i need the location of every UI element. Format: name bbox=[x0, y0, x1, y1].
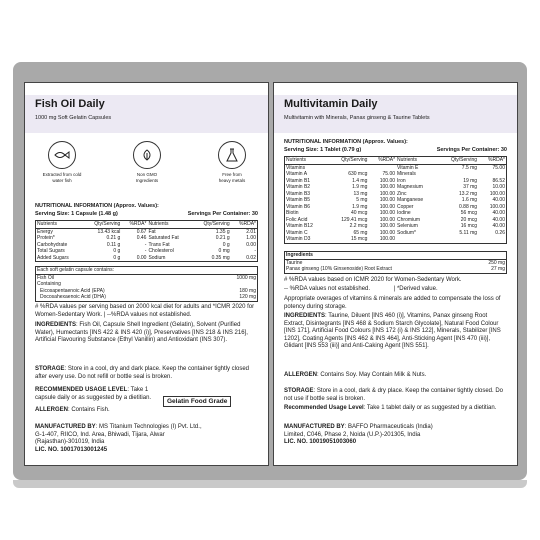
table-cell bbox=[396, 236, 437, 243]
table-cell: Selenium bbox=[397, 223, 418, 229]
table-cell: 0 g bbox=[113, 254, 121, 261]
table-cell: 100.00 bbox=[379, 184, 396, 190]
allergen-text: : Contains Fish. bbox=[68, 407, 110, 413]
table-cell: 2.2 mcg bbox=[349, 223, 368, 229]
table-cell: Saturated Fat bbox=[148, 235, 179, 241]
softgel-note: Each soft gelatin capsule contains: bbox=[36, 267, 258, 275]
table-cell: 0.35 mg bbox=[211, 254, 230, 261]
table-cell: Iodine bbox=[397, 210, 411, 216]
column-header: Qty/Serving bbox=[327, 157, 368, 165]
table-cell: Fat bbox=[148, 228, 156, 235]
fish-oil-feature-icons bbox=[25, 141, 268, 201]
table-cell: 0.21 g bbox=[215, 235, 230, 241]
column-header: Qty/Serving bbox=[192, 221, 231, 229]
table-cell: 5 mg bbox=[356, 197, 368, 203]
table-cell: Biotin bbox=[286, 210, 299, 216]
feature-caption-line: Ingredients bbox=[135, 178, 159, 183]
table-cell: 15 mcg bbox=[350, 236, 368, 242]
license-number: LIC. NO. 10017013001245 bbox=[35, 446, 108, 453]
flask-icon bbox=[218, 141, 246, 169]
table-cell: 180 mg bbox=[239, 287, 256, 294]
table-cell: - bbox=[144, 241, 147, 248]
usage-section bbox=[284, 405, 507, 413]
table-cell: 1.6 mg bbox=[461, 197, 478, 203]
table-cell: Vitamins bbox=[286, 164, 306, 171]
table-row bbox=[36, 294, 258, 301]
table-cell: 1.00 bbox=[246, 235, 256, 241]
table-cell: 0.11 g bbox=[106, 241, 121, 248]
table-cell: 100.00 bbox=[379, 210, 396, 216]
table-cell: Docosahexaenoic Acid (DHA) bbox=[40, 294, 106, 300]
table-cell: 19 mg bbox=[463, 177, 478, 184]
derived-value-note: | *Derived value. bbox=[393, 286, 438, 292]
manufacturer-section bbox=[35, 424, 258, 454]
table-cell: 86.52 bbox=[492, 177, 505, 184]
ingredients-label: INGREDIENTS bbox=[284, 313, 326, 319]
feature-caption-line: Free from bbox=[222, 172, 242, 177]
feature-caption-line: heavy metals bbox=[218, 178, 246, 183]
table-cell: 0 g bbox=[222, 241, 230, 248]
fish-oil-label bbox=[24, 82, 269, 466]
table-cell: Carbohydrate bbox=[37, 241, 68, 248]
table-cell: 13 mg bbox=[353, 190, 368, 197]
table-cell: Vitamin B1 bbox=[286, 177, 311, 184]
table-row bbox=[285, 164, 507, 171]
table-cell: 100.00 bbox=[379, 177, 396, 184]
table-cell: 56 mcg bbox=[460, 210, 478, 216]
table-cell: 630 mcg bbox=[348, 171, 368, 177]
table-cell: Vitamin A bbox=[286, 171, 308, 177]
storage-text: : Store in a cool, dark & dry place. Keep the container tightly closed. Do not use if bottle seal is broken. bbox=[284, 388, 503, 402]
softgel-composition-table bbox=[35, 266, 258, 302]
gelatin-grade-badge: Gelatin Food Grade bbox=[163, 396, 231, 407]
table-cell: 40.00 bbox=[492, 223, 505, 229]
overage-note: Appropriate overages of vitamins & minerals are added to compensate the loss of potency during storage. bbox=[284, 296, 501, 310]
table-cell: Vitamin B6 bbox=[286, 203, 311, 210]
table-cell: 20 mcg bbox=[460, 216, 478, 223]
table-cell: 0.21 g bbox=[106, 235, 121, 241]
table-cell: 1.9 mg bbox=[352, 184, 368, 190]
table-cell: 40.00 bbox=[492, 216, 505, 223]
feature-caption-line: water fish bbox=[52, 178, 72, 183]
table-cell: 0.26 bbox=[495, 229, 505, 236]
allergen-section bbox=[284, 372, 507, 380]
table-cell: Zinc bbox=[397, 190, 407, 197]
fish-oil-subtitle: 1000 mg Soft Gelatin Capsules bbox=[35, 115, 112, 121]
table-cell: 100.00 bbox=[489, 190, 505, 197]
table-row bbox=[285, 252, 507, 260]
license-number: LIC. NO. 10019051003060 bbox=[284, 439, 357, 446]
fish-icon bbox=[48, 141, 76, 169]
table-cell: 37 mg bbox=[463, 184, 478, 190]
table-cell: 75.00 bbox=[382, 171, 396, 177]
table-cell: 75.00 bbox=[492, 164, 505, 171]
table-header-row bbox=[285, 157, 507, 165]
table-cell: Containing bbox=[37, 281, 61, 287]
table-cell: Magnesium bbox=[397, 184, 423, 190]
table-cell: Vitamin E bbox=[397, 164, 419, 171]
table-cell: 1000 mg bbox=[236, 274, 256, 281]
fish-oil-header bbox=[25, 95, 268, 133]
table-cell: Total Sugars bbox=[37, 248, 65, 254]
table-cell: 1.9 mg bbox=[352, 203, 368, 210]
table-cell: 100.00 bbox=[379, 190, 396, 197]
table-cell: Iron bbox=[397, 177, 406, 184]
table-cell: 0.00 bbox=[136, 254, 147, 261]
column-header: Nutrients bbox=[147, 221, 191, 229]
table-cell: 10.00 bbox=[492, 184, 505, 190]
table-cell: Manganese bbox=[397, 197, 424, 203]
table-cell: Vitamin D3 bbox=[286, 236, 311, 242]
table-row bbox=[285, 259, 507, 266]
table-cell: 250 mg bbox=[488, 259, 505, 266]
servings-per-container: Servings Per Container: 30 bbox=[187, 211, 258, 217]
feature-caption-line: Non GMO bbox=[136, 172, 158, 177]
table-cell bbox=[368, 164, 396, 171]
nutrition-table bbox=[35, 220, 258, 262]
serving-row bbox=[284, 147, 507, 154]
usage-text: : Take 1 capsule daily or as suggested by a dietitian. bbox=[35, 387, 152, 401]
servings-per-container: Servings Per Container: 30 bbox=[436, 147, 507, 153]
table-cell: Sodium* bbox=[397, 229, 416, 236]
allergen-text: : Contains Soy. May Contain Milk & Nuts. bbox=[317, 372, 427, 378]
table-cell: Ingredients bbox=[285, 252, 474, 260]
storage-label: STORAGE bbox=[35, 366, 65, 372]
table-cell: Protein* bbox=[37, 235, 55, 241]
table-cell: 1.35 g bbox=[215, 228, 230, 235]
table-cell: 13.2 mg bbox=[459, 190, 478, 197]
table-header-row bbox=[36, 221, 258, 229]
ingredients-text: : Taurine, Diluent [INS 460 (i)], Vitamins, Panax ginseng Root Extract, Disintegrants [INS 468 & Sodium Starch Glycolate], Natural Food Colour [INS 171], Artificial Food Colours [INS 172 (i) & INS 122], Minerals, Stabilizer [INS 1202], Coating Agents [INS 462 & INS 464], Anti-Sticking Agent [INS 470 (iii)], Glidant [INS 553 (iii)] and Anti-Caking Agent [INS 551]. bbox=[284, 313, 501, 350]
table-cell: Vitamin C bbox=[286, 229, 308, 236]
table-cell: Added Sugars bbox=[37, 254, 69, 261]
manufacturer-line: : MS Titanium Technologies (I) Pvt. Ltd., bbox=[95, 424, 202, 430]
storage-section bbox=[35, 366, 258, 381]
table-cell: 100.00 bbox=[379, 223, 396, 229]
table-cell: 13.43 kcal bbox=[97, 228, 121, 235]
column-header: Qty/Serving bbox=[83, 221, 122, 229]
manufacturer-line: Limited, C046, Phase 2, Noida (U.P.)-201305, India bbox=[284, 431, 421, 438]
table-cell: Vitamin B12 bbox=[286, 223, 313, 229]
table-cell: Eicosapentaenoic Acid (EPA) bbox=[40, 287, 105, 294]
column-header: Nutrients bbox=[36, 221, 83, 229]
manufacturer-label: MANUFACTURED BY bbox=[284, 424, 345, 430]
usage-label: RECOMMENDED USAGE LEVEL bbox=[35, 387, 128, 393]
table-cell: 16 mcg bbox=[460, 223, 478, 229]
column-header: Qty/Serving bbox=[437, 157, 478, 165]
table-cell: Trans Fat bbox=[148, 241, 170, 248]
table-cell: Copper bbox=[397, 203, 414, 210]
multivitamin-header bbox=[274, 95, 517, 133]
manufacturer-line: (Rajasthan)-301019, India bbox=[35, 439, 105, 446]
nutrition-heading: NUTRITIONAL INFORMATION (Approx. Values): bbox=[284, 139, 408, 145]
table-cell: 100.00 bbox=[379, 203, 396, 210]
table-cell: 40.00 bbox=[492, 210, 505, 216]
table-row bbox=[36, 274, 258, 281]
table-cell: - bbox=[144, 248, 147, 254]
column-header: %RDA* bbox=[121, 221, 147, 229]
table-cell: 65 mg bbox=[353, 229, 368, 236]
table-cell: 5.11 mg bbox=[459, 229, 478, 236]
table-cell: Chromium bbox=[397, 216, 421, 223]
table-cell: 0 g bbox=[113, 248, 121, 254]
multivitamin-title: Multivitamin Daily bbox=[284, 98, 378, 110]
table-cell: Folic Acid bbox=[286, 216, 308, 223]
manufacturer-line: : BAFFO Pharmaceuticals (India) bbox=[344, 424, 433, 430]
table-cell: Vitamin B3 bbox=[286, 190, 311, 197]
allergen-label: ALLERGEN bbox=[35, 407, 68, 413]
ingredient-quantity-table bbox=[284, 251, 507, 274]
feature-non-gmo bbox=[112, 141, 182, 184]
table-row bbox=[36, 228, 258, 235]
column-header: %RDA* bbox=[368, 157, 396, 165]
table-cell: 2.01 bbox=[246, 228, 256, 235]
rda-note: # %RDA values based on ICMR 2020 for Women-Sedentary Work. bbox=[284, 277, 462, 283]
allergen-section bbox=[35, 407, 258, 415]
table-cell: Vitamin B2 bbox=[286, 184, 311, 190]
fish-oil-title: Fish Oil Daily bbox=[35, 98, 105, 110]
storage-text: : Store in a cool, dry and dark place. Keep the container tightly closed after every use. Do not refill or bottle seal is broken. bbox=[35, 366, 250, 380]
nutrition-table bbox=[284, 156, 507, 244]
rda-note: # %RDA values per serving based on 2000 kcal diet for adults and *ICMR 2020 for Women-Sedentary Work. | --%RDA values not established. bbox=[35, 304, 255, 318]
table-cell: 40.00 bbox=[492, 197, 505, 203]
table-cell bbox=[473, 252, 506, 260]
feature-heavy-metals-free bbox=[197, 141, 267, 184]
storage-section bbox=[284, 388, 507, 403]
column-header: Nutrients bbox=[285, 157, 328, 165]
table-cell: - bbox=[254, 248, 256, 254]
table-cell: 120 mg bbox=[239, 294, 256, 300]
ingredients-section bbox=[284, 313, 507, 351]
table-row bbox=[36, 255, 258, 262]
label-sheet-edge bbox=[13, 480, 527, 488]
table-cell: 0.88 mg bbox=[459, 203, 478, 210]
nutrition-heading: NUTRITIONAL INFORMATION (Approx. Values): bbox=[35, 203, 159, 209]
usage-text: : Take 1 tablet daily or as suggested by a dietitian. bbox=[363, 405, 497, 411]
table-cell: 100.00 bbox=[489, 203, 505, 210]
column-header: %RDA* bbox=[231, 221, 258, 229]
table-row bbox=[285, 266, 507, 273]
manufacturer-line: G-1-407, RIICO, Ind. Area, Bhiwadi, Tijara, Alwar bbox=[35, 431, 165, 438]
table-cell bbox=[327, 164, 368, 171]
non-gmo-icon bbox=[133, 141, 161, 169]
ingredients-text: : Fish Oil, Capsule Shell Ingredient (Gelatin), Solvent (Purified Water), Humectants [INS 422 & INS 420 (i)], Preservatives [INS 218 & INS 216], Artificial Flavouring Substance (Ethyl Vanillin) and Antioxidant (INS 307). bbox=[35, 322, 248, 344]
multivitamin-label bbox=[273, 82, 518, 466]
multivitamin-subtitle: Multivitamin with Minerals, Panax ginseng & Taurine Tablets bbox=[284, 115, 430, 121]
usage-section bbox=[35, 387, 168, 402]
manufacturer-section bbox=[284, 424, 507, 447]
feature-caption-line: Extracted from cold bbox=[42, 172, 82, 177]
ingredients-label: INGREDIENTS bbox=[35, 322, 77, 328]
table-cell: 0.67 bbox=[136, 228, 147, 235]
table-cell: 27 mg bbox=[491, 266, 505, 272]
table-cell: 0.02 bbox=[246, 254, 256, 261]
rda-not-established: -- %RDA values not established. bbox=[284, 286, 371, 292]
column-header: %RDA* bbox=[478, 157, 506, 165]
usage-label: Recommended Usage Level bbox=[284, 405, 364, 411]
manufacturer-label: MANUFACTURED BY bbox=[35, 424, 96, 430]
table-row bbox=[285, 236, 507, 243]
table-cell: 7.5 mg bbox=[461, 164, 478, 171]
table-cell: 1.4 mg bbox=[352, 177, 368, 184]
serving-size: Serving Size: 1 Capsule (1.48 g) bbox=[35, 211, 118, 217]
feature-cold-water-fish bbox=[27, 141, 97, 184]
table-cell: Sodium bbox=[148, 254, 166, 261]
allergen-label: ALLERGEN bbox=[284, 372, 317, 378]
table-cell: 100.00 bbox=[379, 229, 396, 236]
table-cell: Minerals bbox=[397, 171, 416, 177]
table-cell: 100.00 bbox=[379, 236, 396, 242]
table-cell bbox=[478, 236, 506, 243]
table-cell: Energy bbox=[37, 228, 53, 235]
table-cell: Panax ginseng (10% Ginsenoside) Root Extract bbox=[286, 266, 392, 272]
table-cell: 129.41 mcg bbox=[341, 216, 368, 223]
table-cell: 0.00 bbox=[246, 241, 256, 248]
table-cell: 100.00 bbox=[379, 197, 396, 203]
column-header: Nutrients bbox=[396, 157, 437, 165]
table-cell: Fish Oil bbox=[37, 274, 54, 281]
table-cell: 0 mg bbox=[218, 248, 230, 254]
ingredients-section bbox=[35, 322, 258, 345]
storage-label: STORAGE bbox=[284, 388, 314, 394]
table-cell: 100.00 bbox=[379, 216, 396, 223]
table-cell: Vitamin B5 bbox=[286, 197, 311, 203]
table-cell bbox=[437, 236, 478, 243]
rda-note-secondary bbox=[284, 286, 507, 294]
serving-size: Serving Size: 1 Tablet (0.79 g) bbox=[284, 147, 362, 153]
table-cell: Taurine bbox=[286, 259, 303, 266]
table-cell: Cholesterol bbox=[148, 248, 174, 254]
table-cell: 0.46 bbox=[136, 235, 147, 241]
table-cell: 40 mcg bbox=[350, 210, 368, 216]
serving-row bbox=[35, 211, 258, 218]
